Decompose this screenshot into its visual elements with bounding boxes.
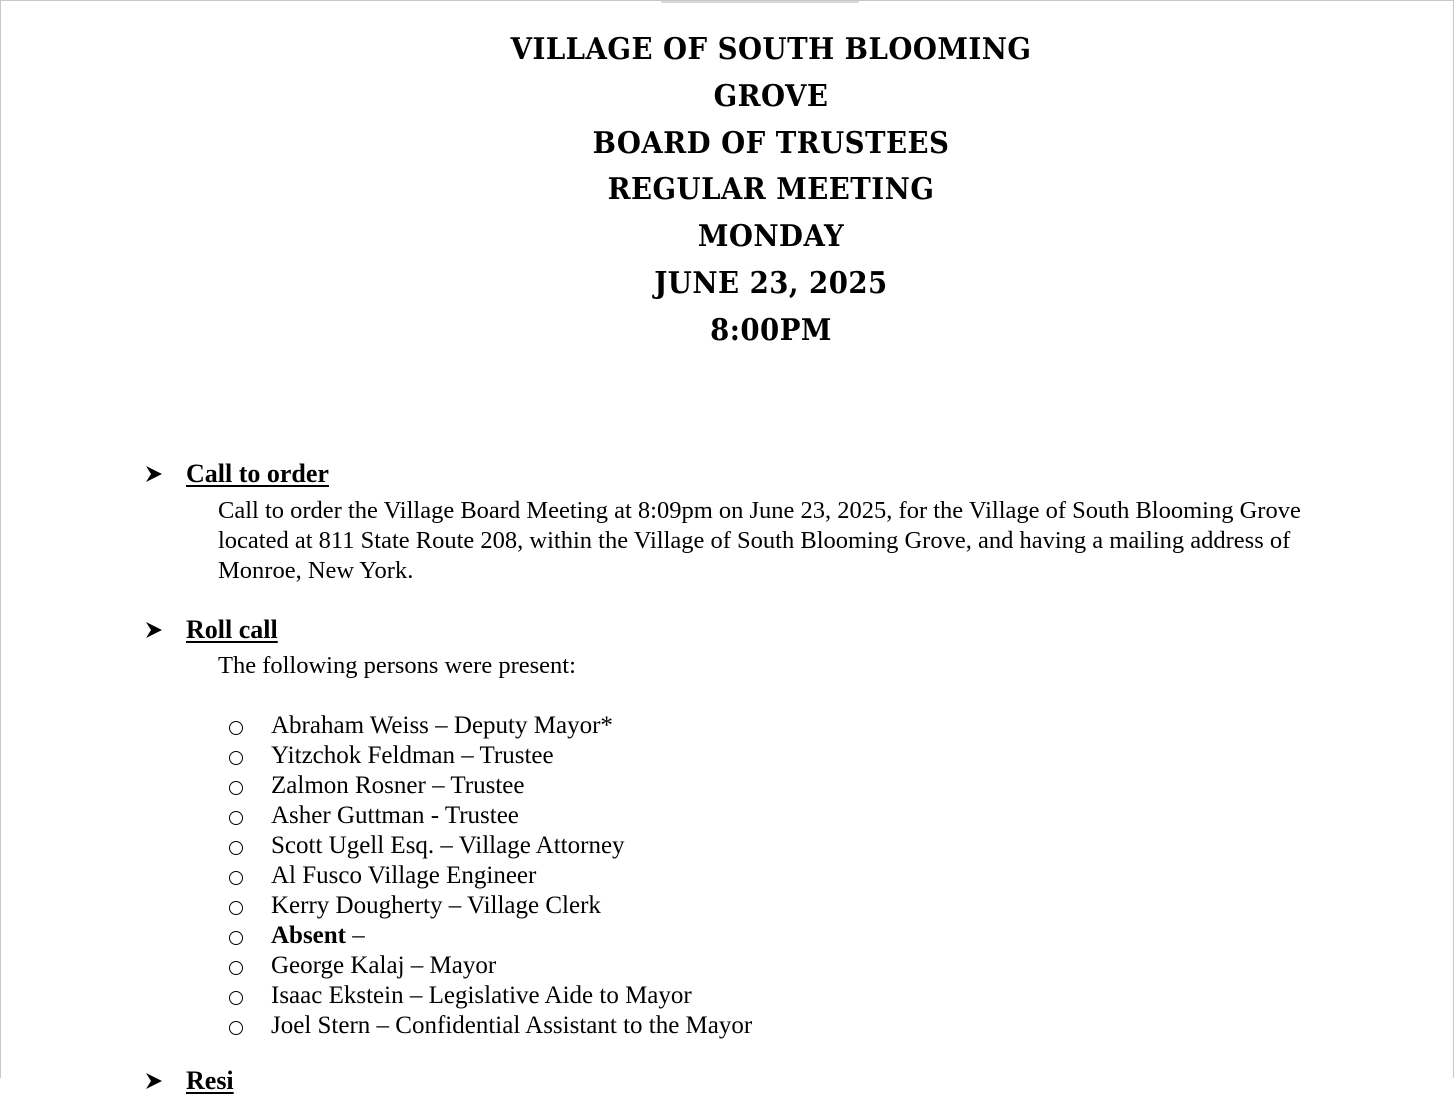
title-line-grove: GROVE [713, 78, 829, 114]
circle-bullet-icon [229, 721, 243, 735]
attendee-text: Yitzchok Feldman – Trustee [271, 742, 554, 769]
list-item [229, 831, 752, 861]
attendee-text: Asher Guttman - Trustee [271, 802, 519, 829]
title-line-board: BOARD OF TRUSTEES [592, 125, 950, 161]
section-title: Call to order [186, 459, 329, 488]
list-item [229, 951, 752, 981]
list-item [229, 711, 752, 741]
roll-call-intro: The following persons were present: [218, 652, 576, 679]
title-line-meeting-type: REGULAR MEETING [607, 172, 935, 208]
section-heading-roll-call [144, 614, 278, 646]
title-line-time: 8:00PM [710, 312, 832, 348]
list-item [229, 741, 752, 771]
meeting-title-block [1, 27, 1456, 355]
absent-label: Absent [271, 922, 347, 949]
attendee-text: George Kalaj – Mayor [271, 952, 497, 979]
section-title: Resi [186, 1066, 234, 1095]
attendee-text: Isaac Ekstein – Legislative Aide to Mayor [271, 982, 692, 1009]
list-item [229, 1011, 752, 1041]
circle-bullet-icon [229, 1021, 243, 1035]
list-item [229, 861, 752, 891]
section-title: Roll call [186, 615, 278, 644]
title-line-weekday: MONDAY [697, 219, 845, 255]
section-heading-call-to-order [144, 458, 329, 490]
attendee-text: Kerry Dougherty – Village Clerk [271, 892, 601, 919]
list-item [229, 801, 752, 831]
title-line-date: JUNE 23, 2025 [654, 265, 888, 301]
title-line-village: VILLAGE OF SOUTH BLOOMING [510, 32, 1032, 67]
list-item-absent-heading [229, 921, 752, 951]
circle-bullet-icon [229, 931, 243, 945]
circle-bullet-icon [229, 811, 243, 825]
attendee-text: Al Fusco Village Engineer [271, 862, 537, 889]
attendee-text: Joel Stern – Confidential Assistant to the Mayor [271, 1012, 753, 1039]
circle-bullet-icon [229, 901, 243, 915]
circle-bullet-icon [229, 841, 243, 855]
page-top-rule [661, 1, 859, 3]
attendee-list [229, 711, 752, 1041]
arrow-bullet-icon [144, 1071, 164, 1091]
attendee-text: Zalmon Rosner – Trustee [271, 772, 525, 799]
arrow-bullet-icon [144, 620, 164, 640]
list-item [229, 981, 752, 1011]
arrow-bullet-icon [144, 464, 164, 484]
circle-bullet-icon [229, 961, 243, 975]
attendee-text: Scott Ugell Esq. – Village Attorney [271, 832, 625, 859]
circle-bullet-icon [229, 991, 243, 1005]
list-item [229, 771, 752, 801]
section-heading-resolutions [144, 1065, 234, 1097]
list-item [229, 891, 752, 921]
absent-suffix: – [346, 922, 365, 949]
circle-bullet-icon [229, 871, 243, 885]
circle-bullet-icon [229, 751, 243, 765]
attendee-text: Abraham Weiss – Deputy Mayor* [271, 712, 613, 739]
call-to-order-paragraph: Call to order the Village Board Meeting at 8:09pm on June 23, 2025, for the Village of South Blooming Grove located at 811 State Route 208, within the Village of South Blooming Grove, and having a mailing address of Monroe, New York. [218, 497, 1301, 584]
circle-bullet-icon [229, 781, 243, 795]
